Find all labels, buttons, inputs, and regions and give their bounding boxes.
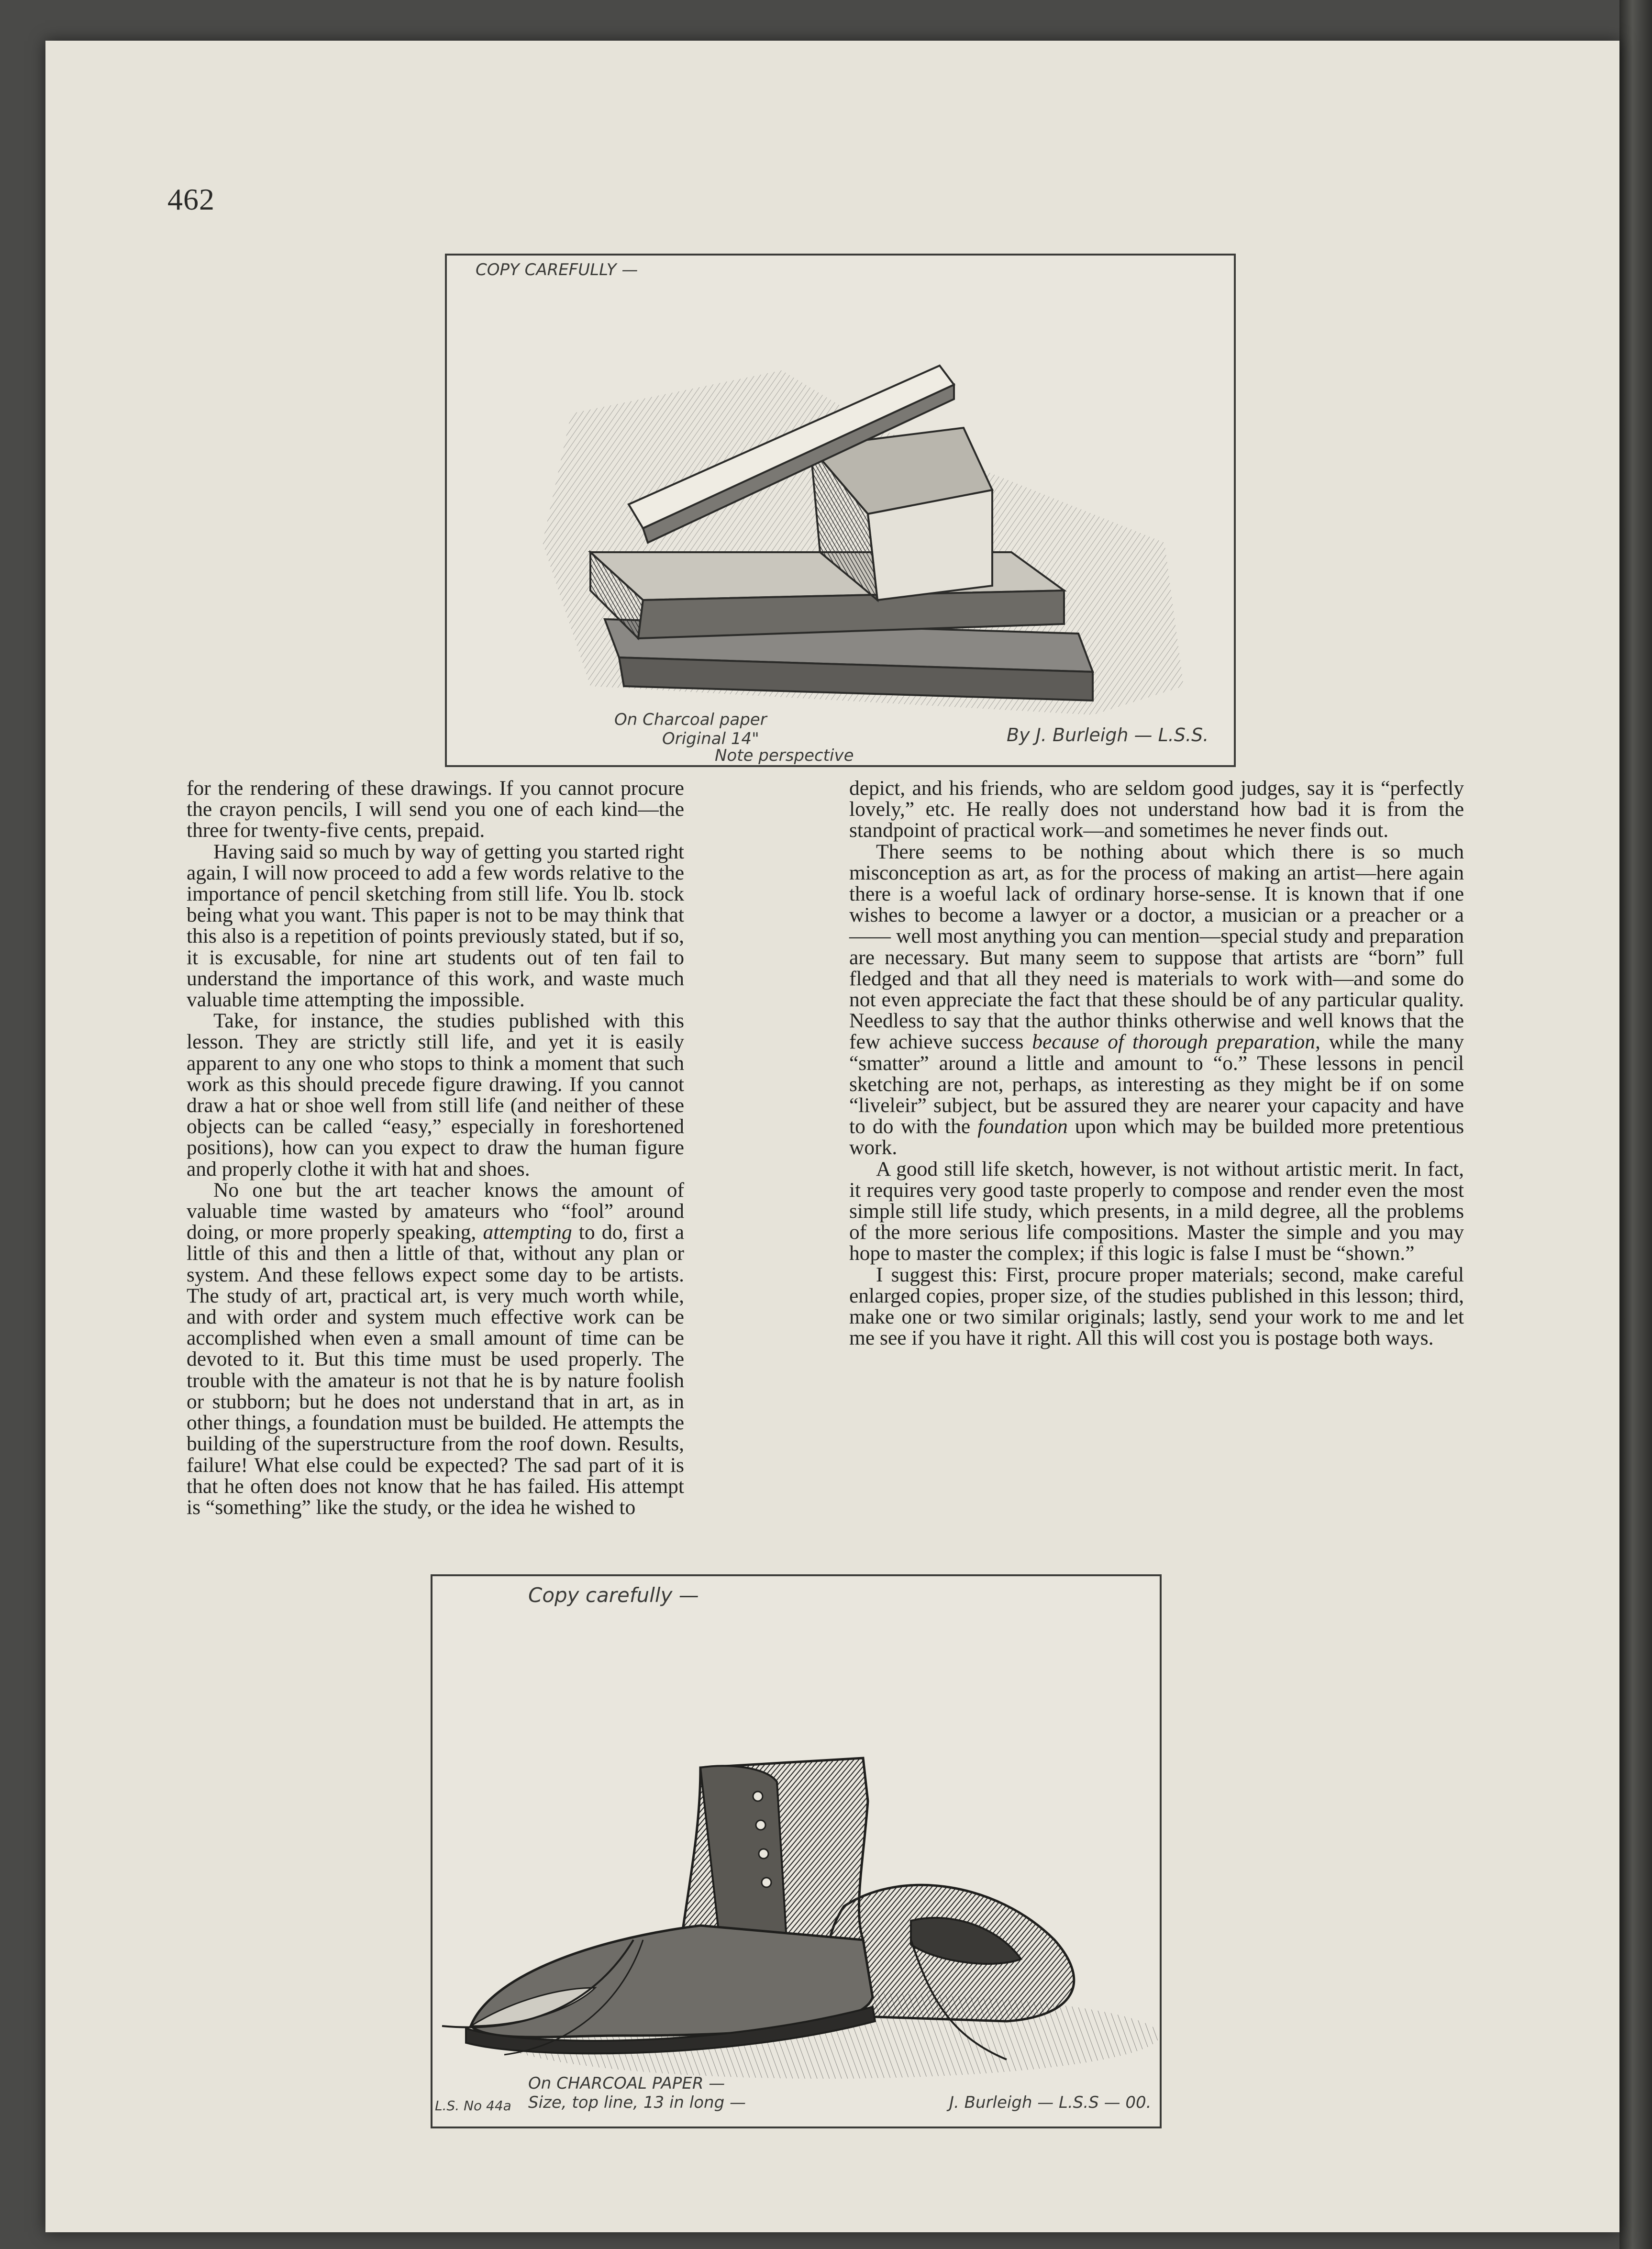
adjacent-page-edge [1619, 0, 1652, 2249]
figure-bottom-size-note: Size, top line, 13 in long — [528, 2093, 746, 2112]
left-text-column [187, 778, 684, 1518]
left-p4-emphasis: attempting [483, 1221, 572, 1244]
still-life-shoes-figure [431, 1574, 1162, 2128]
left-paragraph-2: Having said so much by way of getting you started right again, I will now proceed to add a few words relative to the importance of pencil sketching from still life. You lb. stock being what you want. This paper is not to be may think that this also is a repetition of points previously stated, but if so, it is excusable, for nine art students out of ten fail to understand the importance of this work, and waste much valuable time attempting the impossible. [187, 840, 684, 1012]
still-life-boxes-figure [445, 254, 1236, 767]
figure-top-paper-note: On Charcoal paper [614, 710, 767, 729]
figure-bottom-number-note: L.S. No 44a [435, 2098, 511, 2114]
figure-top-perspective-note: Note perspective [715, 746, 854, 765]
figure-top-signature: By J. Burleigh — L.S.S. [1007, 724, 1209, 746]
page-number: 462 [167, 182, 215, 216]
boxes-on-books-drawing [447, 256, 1234, 765]
left-paragraph-3: Take, for instance, the studies published with this lesson. They are strictly still life, and yet it is easily apparent to any one who stops to think a moment that such work as this should precede figure drawing. If you cannot draw a hat or shoe well from still life (and neither of these objects can be called “easy,” especially in foreshortened positions), how can you expect to draw the human figure and properly clothe it with hat and shoes. [187, 1009, 684, 1180]
left-p4-part-b: to do, first a little of this and then a little of that, without any plan or system. And these fellows expect some day to be artists. The study of art, practical art, is very much worth while, and with order and system much effective work can be accomplished when even a small amount of time can be devoted to it. But this time must be used properly. The trouble with the amateur is not that he is by nature foolish or stubborn; but he does not understand that in art, as in other things, a foundation must be builded. He attempts the building of the superstructure from the roof down. Results, failure! What else could be expected? The sad part of it is that he often does not know that he has failed. His attempt is “something” like the study, or the idea he wished to [187, 1221, 685, 1519]
figure-top-size-note: Original 14" [662, 729, 759, 748]
shoes-drawing [432, 1576, 1160, 2127]
figure-bottom-caption: Copy carefully — [528, 1583, 699, 1607]
left-paragraph-1: for the rendering of these drawings. If you cannot procure the crayon pencils, I will send you one of each kind—the three for twenty-five cents, prepaid. [187, 777, 684, 842]
figure-bottom-paper-note: On CHARCOAL PAPER — [528, 2074, 725, 2093]
right-p2-part-a: There seems to be nothing about which there is so much misconception as art, as for the process of making an artist—here again there is a woeful lack of ordinary horse-sense. It is known that if one wishes to become a lawyer or a doctor, a musician or a preacher or a —— well most anything you can mention—special study and preparation are necessary. But many seem to suppose that artists are “born” full fledged and that all they need is materials to work with—and some do not even appreciate the fact that these should be of any particular quality. Needless to say that the author thinks otherwise and well knows that the few achieve success [849, 840, 1464, 1054]
right-p2-emphasis-2: foundation [977, 1115, 1068, 1138]
right-paragraph-1: depict, and his friends, who are seldom good judges, say it is “perfectly lovely,” etc. He really does not understand how bad it is from the standpoint of practical work—and sometimes he never finds out. [849, 777, 1464, 842]
figure-top-caption: COPY CAREFULLY — [476, 260, 638, 279]
left-paragraph-4 [187, 1180, 684, 1518]
right-p2-part-c: upon which may be builded more pretentious work. [849, 1115, 1464, 1159]
right-paragraph-4: I suggest this: First, procure proper materials; second, make careful enlarged copies, proper size, of the studies published in this lesson; third, make one or two similar originals; lastly, send your work to me and let me see if you have it right. All this will cost you is postage both ways. [849, 1263, 1464, 1350]
right-paragraph-2 [849, 841, 1464, 1158]
right-paragraph-3: A good still life sketch, however, is not without artistic merit. In fact, it requires very good taste properly to compose and render even the most simple still life study, which presents, in a mild degree, all the problems of the more serious life compositions. Master the simple and you may hope to master the complex; if this logic is false I must be “shown.” [849, 1157, 1464, 1265]
figure-bottom-signature: J. Burleigh — L.S.S — 00. [949, 2093, 1152, 2112]
right-text-column [849, 778, 1464, 1348]
right-p2-emphasis: because of thorough preparation, [1032, 1030, 1320, 1054]
left-p4-part-a: No one but the art teacher knows the amount of valuable time wasted by amateurs who “fool” around doing, or more properly speaking, [187, 1178, 684, 1244]
right-p2-part-b: while the many “smatter” around a little and amount to “o.” These lessons in pencil sketching are not, perhaps, as interesting as they might be if on some “liveleir” subject, but be assured they are nearer your capacity and have to do with the [849, 1030, 1464, 1138]
